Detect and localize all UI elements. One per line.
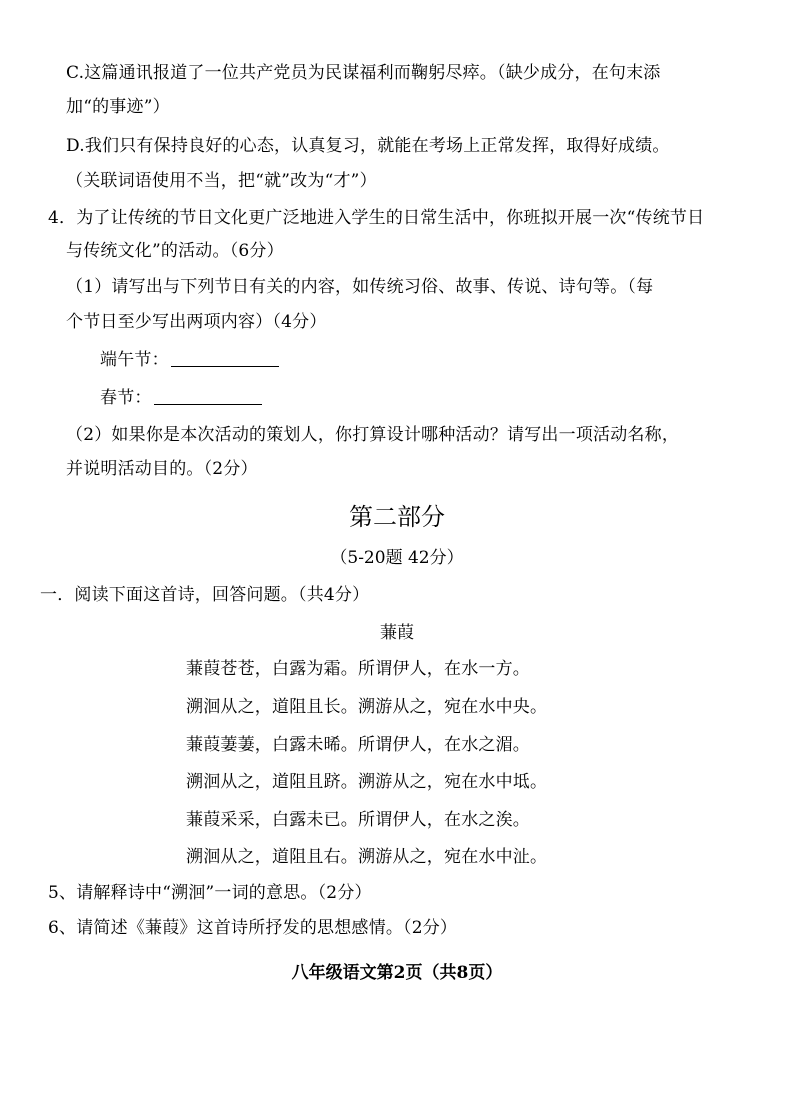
- q4-sub2-line1: （2）如果你是本次活动的策划人，你打算设计哪种活动？请写出一项活动名称，: [66, 425, 680, 445]
- q4-blank-duanwu: [100, 348, 279, 371]
- poem-line-4: 溯洄从之，道阻且跻。溯游从之，宛在水中坻。: [186, 772, 548, 792]
- q4-stem-line1: 4．为了让传统的节日文化更广泛地进入学生的日常生活中，你班拟开展一次“传统节日: [48, 208, 705, 228]
- poem-line-3: 蒹葭萋萋，白露未晞。所谓伊人，在水之湄。: [186, 735, 530, 755]
- page-footer: 八年级语文第2页（共8页）: [291, 963, 503, 983]
- poem-line-2: 溯洄从之，道阻且长。溯游从之，宛在水中央。: [186, 697, 548, 717]
- q4-sub1-line2: 个节日至少写出两项内容）（4分）: [66, 312, 327, 332]
- q4-blank-chunjie: [100, 386, 262, 409]
- q3-option-c-line2: 加“的事迹”）: [66, 97, 170, 117]
- q3-option-d-line1: D.我们只有保持良好的心态，认真复习，就能在考场上正常发挥，取得好成绩。: [66, 136, 670, 156]
- q4-sub2-line2: 并说明活动目的。（2分）: [66, 459, 258, 479]
- q4-stem-line2: 与传统文化”的活动。（6分）: [66, 241, 284, 261]
- q4-blank-duanwu-line[interactable]: [171, 348, 279, 367]
- q4-sub1-line1: （1）请写出与下列节日有关的内容，如传统习俗、故事、传说、诗句等。（每: [66, 277, 654, 297]
- q5-text: 5、请解释诗中“溯洄”一词的意思。（2分）: [48, 883, 372, 903]
- q3-option-d-line2: （关联词语使用不当，把“就”改为“才”）: [66, 171, 377, 191]
- q4-blank-chunjie-line[interactable]: [154, 386, 262, 405]
- q3-option-c-line1: C.这篇通讯报道了一位共产党员为民谋福利而鞠躬尽瘁。（缺少成分，在句末添: [66, 63, 661, 83]
- q6-text: 6、请简述《蒹葭》这首诗所抒发的思想感情。（2分）: [48, 918, 458, 938]
- section1-heading: 一．阅读下面这首诗，回答问题。（共4分）: [40, 585, 370, 605]
- part-two-title: 第二部分: [349, 503, 445, 531]
- q4-blank-chunjie-label: 春节：: [100, 388, 152, 408]
- poem-line-6: 溯洄从之，道阻且右。溯游从之，宛在水中沚。: [186, 847, 548, 867]
- poem-title: 蒹葭: [380, 623, 414, 643]
- poem-line-5: 蒹葭采采，白露未已。所谓伊人，在水之涘。: [186, 810, 530, 830]
- part-two-subtitle: （5-20题 42分）: [330, 548, 464, 568]
- q4-blank-duanwu-label: 端午节：: [100, 350, 169, 370]
- poem-line-1: 蒹葭苍苍，白露为霜。所谓伊人，在水一方。: [186, 659, 530, 679]
